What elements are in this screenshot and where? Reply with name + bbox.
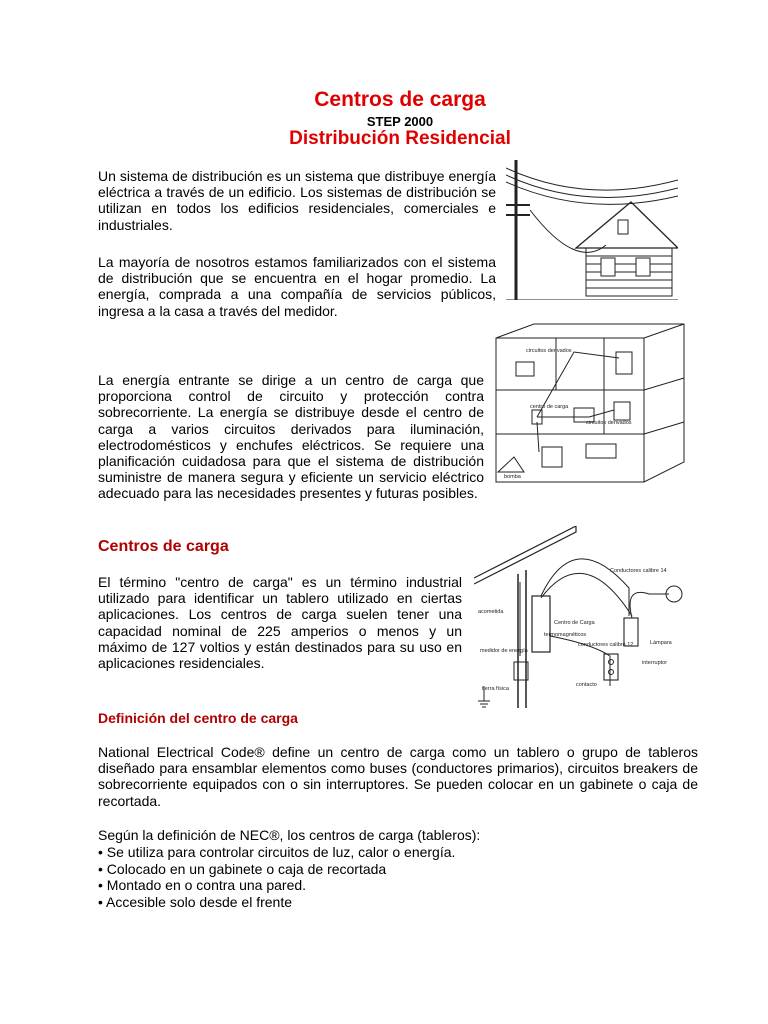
page-title: Centros de carga [314, 88, 486, 111]
intro-paragraph-1 [98, 168, 496, 233]
label-conductores-12: conductores calibre 12 [578, 642, 634, 648]
label-conductores-14: Conductores calibre 14 [610, 568, 667, 574]
label-acometida: acometida [478, 609, 504, 615]
intro-p1-text: Un sistema de distribución es un sistema que distribuye energía eléctrica a través de un edificio. Los sistemas de distribución se utilizan en todos los edificios residenciales, comerciales e industriales. [98, 168, 496, 233]
centros-paragraph [98, 574, 462, 671]
label-circuitos-derivados: circuitos derivados [526, 348, 572, 354]
utility-house-illustration [506, 160, 678, 300]
section-heading-definicion: Definición del centro de carga [98, 710, 298, 726]
list-item: • Montado en o contra una pared. [98, 877, 307, 894]
page-subtitle: STEP 2000 [366, 114, 434, 129]
house-cutaway-illustration [494, 322, 686, 484]
section-heading-centros: Centros de carga [98, 538, 229, 555]
label-tierra: tierra física [482, 686, 509, 692]
definicion-paragraph [98, 744, 698, 809]
label-medidor: medidor de energía [480, 648, 528, 654]
list-item: • Accesible solo desde el frente [98, 893, 293, 910]
intro-paragraph-2 [98, 254, 496, 319]
label-termomagneticos: termomagnéticos [544, 632, 587, 638]
label-centro-de-carga: centro de carga [530, 404, 569, 410]
centros-p1-text: El término "centro de carga" es un término industrial utilizado para identificar un tablero utilizado en ciertas aplicaciones. Los centros de carga suelen tener una capacidad nominal de 225 amperios o menos y un máximo de 127 voltios y están destinados para su uso en aplicaciones residenciales. [98, 574, 462, 672]
list-item: • Colocado en un gabinete o caja de recortada [98, 860, 387, 877]
label-interruptor: interruptor [642, 660, 668, 666]
intro-p3-text: La energía entrante se dirige a un centro de carga que proporciona control de circuito y protección contra sobrecorriente. La energía se distribuye desde el centro de carga a varios circuitos derivados para iluminación, electrodomésticos y enchufes eléctricos. Se requiere una planificación cuidadosa para que el sistema de distribución suministre de manera segura y eficiente un servicio eléctrico adecuado para las necesidades presentes y futuras posibles. [98, 372, 484, 502]
label-bomba: bomba [504, 474, 521, 480]
wiring-diagram-illustration [474, 526, 702, 708]
intro-p2-text: La mayoría de nosotros estamos familiarizados con el sistema de distribución que se encuentra en el hogar promedio. La energía, comprada a una compañía de servicios públicos, ingresa a la casa a través del medidor. [98, 254, 496, 319]
label-circuitos-derivados-2: circuitos derivados [586, 420, 632, 426]
label-contacto: contacto [576, 682, 597, 688]
intro-paragraph-3 [98, 372, 484, 502]
definicion-bullet-list [98, 844, 698, 910]
definicion-p1-text: National Electrical Code® define un centro de carga como un tablero o grupo de tableros diseñado para ensamblar elementos como buses (conductores primarios), circuitos breakers de sobrecorriente equipados con o sin interruptores. Se pueden colocar en un gabinete o caja de recortada. [98, 744, 698, 809]
label-lampara: Lámpara [650, 640, 672, 646]
definicion-lead: Según la definición de NEC®, los centros de carga (tableros): [98, 827, 481, 843]
page-heading: Distribución Residencial [289, 128, 511, 149]
list-item: • Se utiliza para controlar circuitos de luz, calor o energía. [98, 844, 456, 860]
label-centro-de-carga: Centro de Carga [554, 620, 595, 626]
